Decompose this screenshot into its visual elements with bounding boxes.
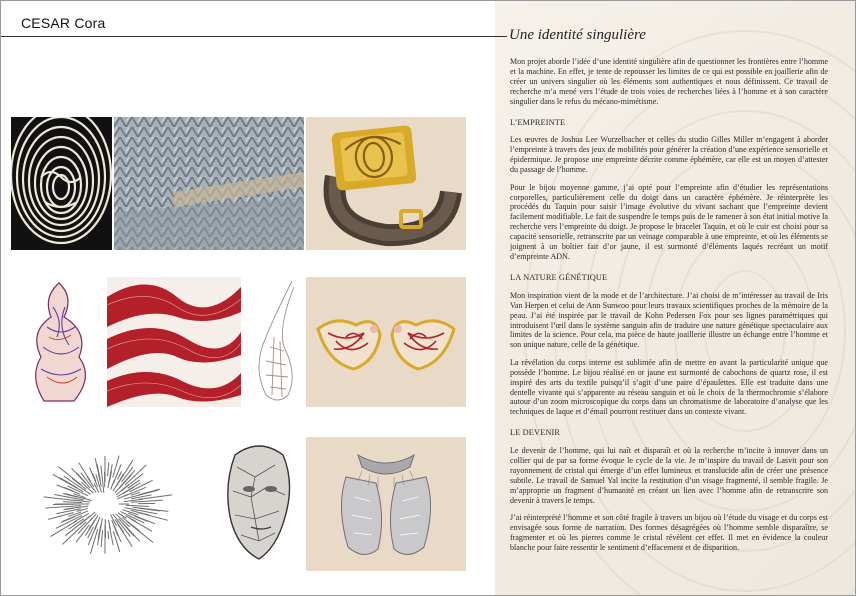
- header-divider: [1, 36, 507, 37]
- shard-line: [90, 529, 97, 554]
- shard-line: [98, 524, 101, 539]
- nature-paragraph-2: La révélation du corps interne est sublimée afin de mettre en avant la particularité unique que possède l’homme. Le bijou réalisé en or jaune est surmonté de cabochons de quartz rose, il est inspiré des arts du textile puisqu’il s’agit d’une paire d’épaulettes. Elle est traduite dans une dentelle vivante qui s’apparente au réseau sanguin et où le choix de la thermochromie s’élabore autour d’un zoom microscopique du corps dans un chromatisme de laboratoire d’analyse que les techniques de laque et d’émail pourront restituer dans un contexte vivant.: [510, 357, 828, 417]
- shard-line: [93, 474, 96, 482]
- taquin-bracelet-image: [306, 117, 466, 250]
- shard-line: [101, 530, 103, 547]
- shard-line: [108, 463, 109, 477]
- crystal-burst-image: [13, 437, 197, 571]
- devenir-paragraph-2: J’ai réinterprété l’homme et son côté fragile à travers un bijou où l’étude du visage et du corps est envisagée sous forme de narration. Des formes désagrégées où l’homme semble disparaître, se fragmenter et où les pierres comme le cristal révèlent cet effet. Il met en évidence la couleur blanche pour faire ressentir le sentiment d’effacement et de disparition.: [510, 513, 828, 552]
- red-waves-icon: [107, 277, 241, 407]
- fragmented-face-image: [215, 437, 301, 571]
- shard-line: [108, 531, 109, 539]
- devenir-paragraph-1: Le devenir de l’homme, qui lui naît et disparaît et où la recherche m’incite à innover dans un collier qui de par sa forme évoque le cycle de la vie. Je m’inspire du travail de Lasvit pour son rayonnement de cristal qui émerge d’un effet lumineux et translucide afin de créer une présence subtile. Le travail de Samuel Yal incite la restitution d’un visage fragmenté, il semble fragile. Je m’approprie un fragment d’humanité en créant un lien avec l’homme afin de retranscrire son devenir à travers le temps.: [510, 446, 828, 505]
- shard-line: [113, 531, 119, 552]
- crystal-necklace-image: [306, 437, 466, 571]
- red-wave-architecture-image: [107, 277, 241, 407]
- shard-line: [64, 476, 91, 494]
- shard-line: [88, 527, 94, 538]
- woven-texture-image: [114, 117, 304, 250]
- author-name: CESAR Cora: [21, 15, 106, 31]
- shard-line: [58, 467, 81, 486]
- shard-line: [79, 463, 91, 482]
- lace-sketch-image: [244, 277, 302, 407]
- intro-paragraph: Mon projet aborde l’idée d’une identité singulière afin de questionner les frontières entre l’homme et la machine. En effet, je tente de repousser les limites de ce qui est possible en joaillerie afin de créer un univers singulier où les éléments sont authentiques et nous définissent. Ce travail de recherche m’a mené vers l’étude de trois voies de recherches liées à l’homme et à son caractère singulier dans le refus du mécano-mimétisme.: [510, 57, 828, 106]
- shard-line: [73, 500, 90, 502]
- text-column: [510, 57, 828, 560]
- shard-line: [109, 525, 113, 545]
- shard-line: [63, 502, 82, 503]
- shard-line: [139, 495, 173, 500]
- fragmented-head-icon: [215, 437, 301, 571]
- fingerprint-face-icon: [11, 117, 112, 250]
- shard-line: [126, 505, 149, 506]
- vessel-sketch-icon: [244, 277, 302, 407]
- shard-line: [56, 515, 82, 528]
- empreinte-paragraph-1: Les œuvres de Joshua Lee Wurzelbacher et celles du studio Gilles Miller m’engagent à aborder l’empreinte à travers des jeux de mobilités pour générer la création d’une expérience sensorielle et épidermique. Je propose une empreinte décrite comme éphémère, car elle est un moyen d’attester du passage de l’homme.: [510, 135, 828, 175]
- radiating-shards-icon: [13, 437, 197, 571]
- fingerprint-portrait-image: [11, 117, 112, 250]
- gold-epaulettes-icon: [306, 277, 466, 407]
- herringbone-weave-icon: [114, 117, 304, 250]
- shard-line: [101, 466, 104, 493]
- crystal-collar-icon: [306, 437, 466, 571]
- page-title: Une identité singulière: [509, 27, 646, 43]
- section-heading-nature-genetique: LA NATURE GÉNÉTIQUE: [510, 272, 608, 282]
- section-heading-empreinte: L’EMPREINTE: [510, 117, 566, 127]
- epaulettes-jewel-image: [306, 277, 466, 407]
- leather-bracelet-gold-box-icon: [306, 117, 466, 250]
- nature-paragraph-1: Mon inspiration vient de la mode et de l’architecture. J’ai choisi de m’intéresser au travail de Iris Van Herpen et celui de Ann Sunwoo pour leurs travaux scientifiques proches de la mémoire de la peau. J’ai été inspirée par le travail de Kohn Pedersen Fox pour ses lignes paramétriques qui introduisent l’œil dans le système sanguin afin de traduire une nature génétique spectaculaire aux limites de la science. Pour cela, ma pièce de haute joaillerie illustre un échange entre l’homme et son unique nature, celle de la génétique.: [510, 290, 828, 350]
- empreinte-paragraph-2: Pour le bijou moyenne gamme, j’ai opté pour l’empreinte afin d’étudier les représentations corporelles, particulièrement celle du doigt dans un caractère éphémère. Je réinterprète les procédés du Taquin pour saisir l’image évolutive du vivant sachant que l’empreinte devient facilement modifiable. Le fait de suspendre le temps puis de le ramener à son état initial motive la recherche vers l’empreinte du doigt. Je propose le bracelet Taquin, et où le cuir est choisi pour sa capacité sensorielle, retranscrite par un veinage comparable à une empreinte, et où les éléments se joignent à un boîtier fait d’or jaune, il est surmonté d’éléments laqués recréant un motif d’empreinte ADN.: [510, 182, 828, 261]
- shard-line: [113, 456, 119, 478]
- fabric-sculpture-image: [19, 277, 103, 407]
- section-heading-devenir: LE DEVENIR: [510, 428, 561, 438]
- layered-dress-icon: [19, 277, 103, 407]
